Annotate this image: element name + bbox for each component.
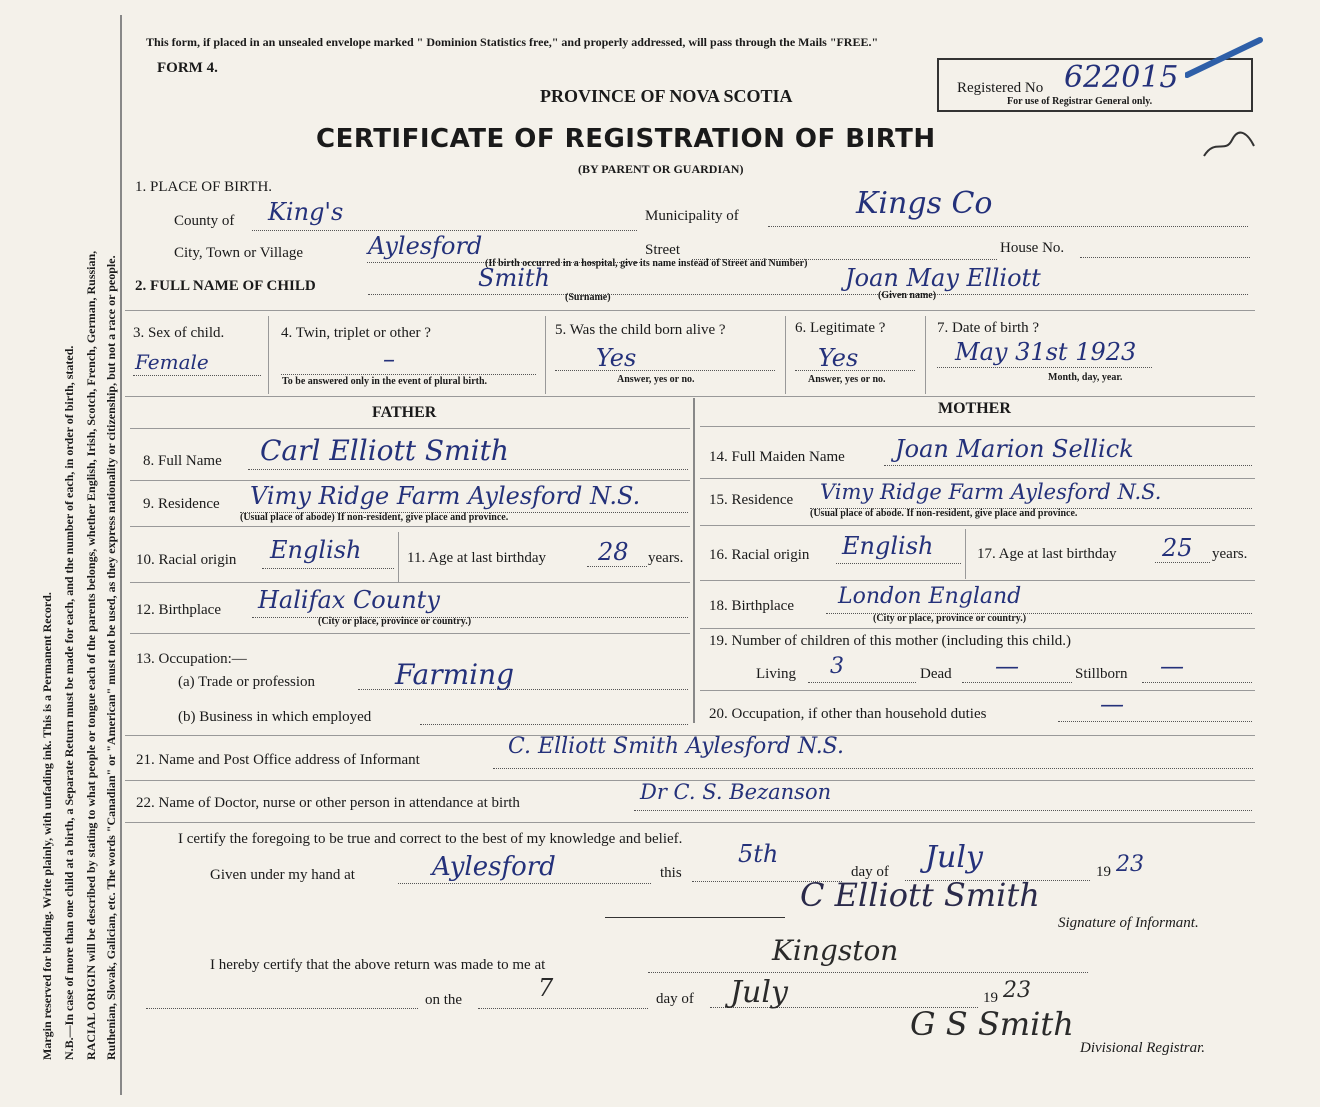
mother-residence-value: Vimy Ridge Farm Aylesford N.S. [820, 480, 1162, 504]
registrar-month-value: July [730, 975, 788, 1010]
child-surname-value: Smith [478, 264, 550, 292]
doctor-label: 22. Name of Doctor, nurse or other person in attendance at birth [136, 795, 520, 811]
father-residence-note: (Usual place of abode) If non-resident, give place and province. [240, 512, 509, 523]
province-heading: PROVINCE OF NOVA SCOTIA [540, 86, 793, 106]
mother-occupation-value: — [1100, 690, 1124, 718]
father-birthplace-value: Halifax County [258, 586, 440, 614]
hospital-note: (If birth occurred in a hospital, give its name instead of Street and Number) [485, 258, 808, 269]
registrar-statement: I hereby certify that the above return was made to me at [210, 957, 546, 973]
registrar-day-of-label: day of [656, 991, 694, 1007]
given-place-value: Aylesford [432, 852, 556, 882]
father-racial-label: 10. Racial origin [136, 552, 237, 568]
father-birthplace-note: (City or place, province or country.) [318, 616, 472, 627]
registrar-note: For use of Registrar General only. [1007, 96, 1153, 107]
registered-label: Registered No [957, 80, 1044, 96]
margin-line-1: Margin reserved for binding. Write plainly, with unfading ink. This is a Permanent Record. [40, 592, 54, 1060]
mother-name-label: 14. Full Maiden Name [709, 449, 845, 465]
legitimate-note: Answer, yes or no. [808, 374, 886, 385]
on-the-label: on the [425, 992, 463, 1008]
father-age-value: 28 [598, 538, 629, 566]
twin-value: – [383, 345, 395, 373]
mother-birthplace-note: (City or place, province or country.) [873, 613, 1027, 624]
dead-label: Dead [920, 666, 952, 682]
registrar-place-value: Kingston [772, 934, 899, 967]
doctor-value: Dr C. S. Bezanson [640, 780, 832, 804]
mother-occupation-label: 20. Occupation, if other than household duties [709, 706, 987, 722]
child-given-name-value: Joan May Elliott [845, 264, 1041, 292]
given-year-prefix: 19 [1096, 864, 1111, 880]
born-alive-label: 5. Was the child born alive ? [555, 322, 726, 338]
twin-label: 4. Twin, triplet or other ? [281, 325, 431, 341]
trade-label: (a) Trade or profession [178, 674, 316, 690]
sex-label: 3. Sex of child. [133, 325, 225, 341]
living-value: 3 [830, 654, 844, 679]
trade-value: Farming [395, 658, 515, 691]
margin-line-2: N.B.—In case of more than one child at a birth, a Separate Return must be made for each, and the number of each, in order of birth, stated. [62, 345, 76, 1060]
house-number-label: House No. [1000, 240, 1065, 256]
informant-label: 21. Name and Post Office address of Informant [136, 752, 420, 768]
date-of-birth-value: May 31st 1923 [955, 338, 1137, 366]
mother-birthplace-label: 18. Birthplace [709, 598, 794, 614]
mother-racial-label: 16. Racial origin [709, 547, 810, 563]
mother-residence-note: (Usual place of abode. If non-resident, give place and province. [810, 508, 1078, 519]
certificate-title: CERTIFICATE OF REGISTRATION OF BIRTH [316, 124, 936, 154]
given-day-value: 5th [738, 840, 779, 868]
mother-heading: MOTHER [938, 400, 1011, 417]
form-number: FORM 4. [157, 60, 218, 76]
city-label: City, Town or Village [174, 245, 304, 261]
date-of-birth-note: Month, day, year. [1048, 372, 1123, 383]
father-residence-label: 9. Residence [143, 496, 220, 512]
father-racial-value: English [270, 536, 362, 564]
mother-age-value: 25 [1162, 534, 1193, 562]
municipality-label: Municipality of [645, 208, 739, 224]
informant-value: C. Elliott Smith Aylesford N.S. [508, 734, 844, 759]
father-name-label: 8. Full Name [143, 453, 222, 469]
mother-residence-label: 15. Residence [709, 492, 794, 508]
given-month-value: July [925, 840, 983, 875]
born-alive-note: Answer, yes or no. [617, 374, 695, 385]
mother-racial-value: English [842, 532, 934, 560]
living-label: Living [756, 666, 796, 682]
registered-number: 622015 [1064, 60, 1179, 95]
father-name-value: Carl Elliott Smith [260, 434, 509, 467]
given-day-of-label: day of [851, 864, 889, 880]
children-count-label: 19. Number of children of this mother (including this child.) [709, 633, 1072, 649]
scribble-mark [1200, 128, 1260, 164]
mail-notice: This form, if placed in an unsealed envelope marked " Dominion Statistics free," and properly addressed, will pass through the Mails "FREE." [146, 35, 879, 49]
child-name-label: 2. FULL NAME OF CHILD [135, 278, 316, 294]
ink-stroke-mark [1185, 35, 1265, 80]
given-year-value: 23 [1116, 852, 1144, 877]
date-of-birth-label: 7. Date of birth ? [937, 320, 1040, 336]
sex-value: Female [135, 350, 209, 374]
registrar-year-prefix: 19 [983, 990, 998, 1006]
informant-signature: C Elliott Smith [800, 876, 1040, 914]
registrar-signature: G S Smith [910, 1005, 1074, 1043]
given-name-caption: (Given name) [878, 290, 937, 301]
father-heading: FATHER [372, 404, 437, 421]
surname-caption: (Surname) [565, 292, 611, 303]
margin-line-3: RACIAL ORIGIN will be described by stating to what people or tongue each of the parents belongs, whether English, Irish, Scotch, French, German, Russian, [84, 250, 98, 1060]
legitimate-label: 6. Legitimate ? [795, 320, 886, 336]
street-label: Street [645, 242, 680, 258]
registrar-caption: Divisional Registrar. [1080, 1040, 1206, 1056]
county-value: King's [268, 198, 344, 226]
father-years: years. [648, 550, 684, 566]
mother-name-value: Joan Marion Sellick [895, 435, 1134, 463]
registrar-day-value: 7 [538, 974, 554, 1002]
certify-statement: I certify the foregoing to be true and correct to the best of my knowledge and belief. [178, 831, 683, 847]
born-alive-value: Yes [596, 344, 637, 372]
margin-line-4: Ruthenian, Slovak, Galician, etc. The words "Canadian" or "American" must not be used, as they express nationality or citizenship, but not a race or people. [104, 255, 118, 1060]
county-label: County of [174, 213, 235, 229]
municipality-value: Kings Co [856, 186, 993, 221]
this-label: this [660, 865, 682, 881]
city-value: Aylesford [368, 232, 483, 260]
stillborn-value: — [1160, 652, 1184, 680]
mother-birthplace-value: London England [838, 584, 1022, 609]
informant-signature-caption: Signature of Informant. [1058, 915, 1199, 931]
stillborn-label: Stillborn [1075, 666, 1128, 682]
place-of-birth-heading: 1. PLACE OF BIRTH. [135, 179, 273, 195]
mother-years: years. [1212, 546, 1248, 562]
certificate-subtitle: (BY PARENT OR GUARDIAN) [578, 162, 744, 176]
given-under-hand-label: Given under my hand at [210, 867, 355, 883]
binding-rule [120, 15, 122, 1095]
father-residence-value: Vimy Ridge Farm Aylesford N.S. [250, 482, 641, 510]
business-label: (b) Business in which employed [178, 709, 372, 725]
father-birthplace-label: 12. Birthplace [136, 602, 221, 618]
father-age-label: 11. Age at last birthday [407, 550, 546, 566]
registrar-year-value: 23 [1003, 978, 1031, 1003]
legitimate-value: Yes [818, 344, 859, 372]
mother-age-label: 17. Age at last birthday [977, 546, 1117, 562]
father-occupation-label: 13. Occupation:— [136, 651, 247, 667]
dead-value: — [995, 652, 1019, 680]
twin-note: To be answered only in the event of plural birth. [282, 376, 488, 387]
